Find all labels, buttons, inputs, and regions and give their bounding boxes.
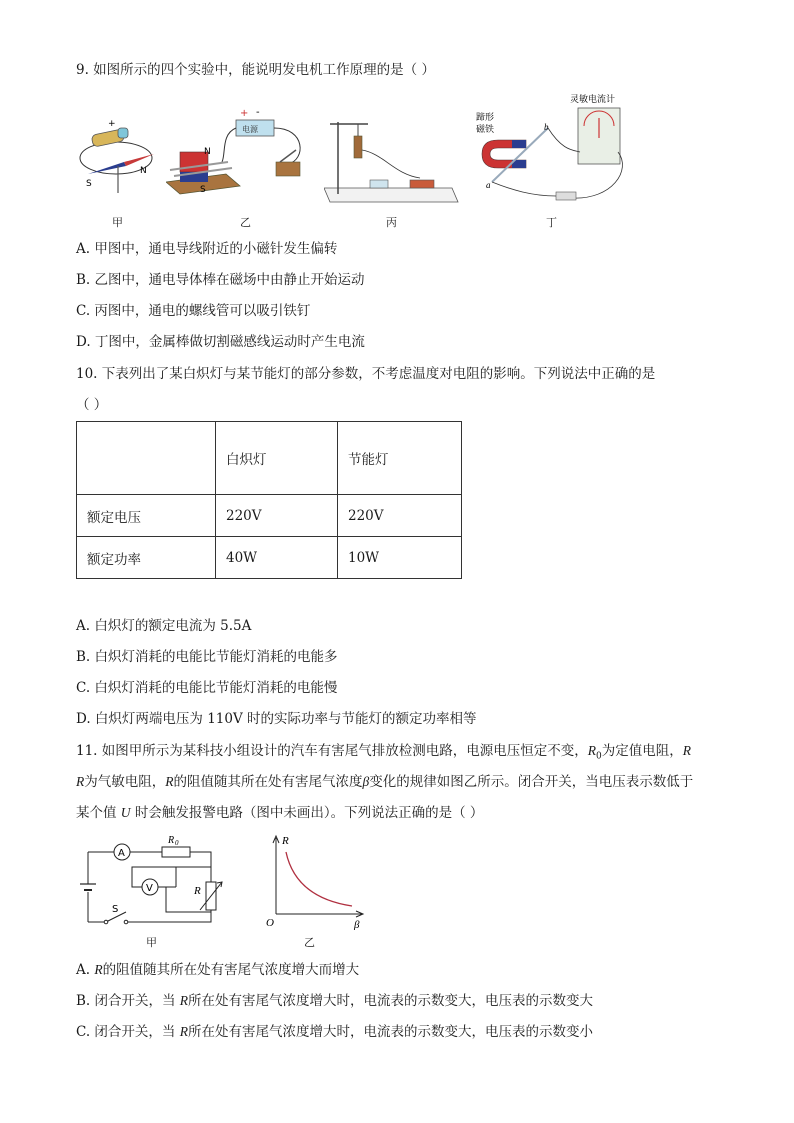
table-header-cell: 白炽灯 (216, 422, 338, 495)
q9-option-b[interactable]: B. 乙图中，通电导体棒在磁场中由静止开始运动 (76, 272, 365, 288)
q11-option-b[interactable]: B. 闭合开关，当 R所在处有害尾气浓度增大时，电流表的示数变大，电压表的示数变大 (76, 993, 594, 1009)
graph-origin-label: O (266, 917, 274, 929)
table-header-cell (77, 422, 216, 495)
table-cell: 10W (338, 537, 462, 579)
caption-yi: 乙 (240, 216, 251, 229)
ding-galv-label: 灵敏电流计 (570, 95, 616, 105)
ding-magnet-label-1: 蹄形 (476, 113, 495, 123)
caption-ding: 丁 (546, 216, 557, 229)
circuit-diagram-jia (76, 832, 226, 932)
q10-option-d[interactable]: D. 白炽灯两端电压为 110V 时的实际功率与节能灯的额定功率相等 (76, 711, 477, 727)
q10-option-b[interactable]: B. 白炽灯消耗的电能比节能灯消耗的电能多 (76, 649, 338, 665)
graph-yi (262, 830, 372, 930)
q9-option-a[interactable]: A. 甲图中，通电导线附近的小磁针发生偏转 (76, 241, 338, 257)
jia-plus-label: + (108, 119, 116, 129)
q11-option-c[interactable]: C. 闭合开关，当 R所在处有害尾气浓度增大时，电流表的示数变大，电压表的示数变小 (76, 1024, 593, 1040)
caption-circuit-jia: 甲 (146, 936, 157, 949)
q11-stem-line2: R为气敏电阻，R的阻值随其所在处有害尾气浓度β变化的规律如图乙所示。闭合开关，当电压表示数低于 (76, 774, 694, 790)
caption-bing: 丙 (386, 216, 397, 229)
graph-x-label: β (354, 919, 360, 930)
figure-bing (324, 114, 462, 206)
caption-jia: 甲 (112, 216, 123, 229)
q11-option-a[interactable]: A. R的阻值随其所在处有害尾气浓度增大而增大 (76, 962, 360, 978)
figure-ding (472, 90, 644, 210)
q10-paren: （ ） (76, 397, 108, 413)
jia-s-label: S (86, 179, 92, 189)
q11-stem-line1: 11. 如图甲所示为某科技小组设计的汽车有害尾气排放检测电路，电源电压恒定不变，$R_0$为定值电阻，R (76, 743, 691, 762)
q10-stem: 10. 下表列出了某白炽灯与某节能灯的部分参数，不考虑温度对电阻的影响。下列说法中正确的是 (76, 366, 656, 382)
q10-option-a[interactable]: A. 白炽灯的额定电流为 5.5A (76, 618, 252, 634)
table-cell: 额定功率 (77, 537, 216, 579)
q9-option-c[interactable]: C. 丙图中，通电的螺线管可以吸引铁钉 (76, 303, 311, 319)
graph-y-label: R (282, 835, 289, 847)
table-row (77, 537, 462, 579)
figure-yi (166, 104, 316, 200)
figure-jia (74, 118, 164, 208)
caption-graph-yi: 乙 (304, 936, 315, 949)
r0-subscript: 0 (175, 839, 179, 847)
q11-stem-line3: 某个值 U 时会触发报警电路（图中未画出）。下列说法正确的是（ ） (76, 805, 484, 821)
yi-plus-label: + (240, 108, 249, 119)
table-cell: 40W (216, 537, 338, 579)
ding-b-label: b (544, 122, 549, 132)
yi-s-label: S (200, 185, 206, 195)
table-cell: 220V (338, 495, 462, 537)
voltmeter-label: V (146, 883, 153, 894)
ammeter-label: A (118, 848, 125, 859)
table-header-cell: 节能灯 (338, 422, 462, 495)
q9-option-d[interactable]: D. 丁图中，金属棒做切割磁感线运动时产生电流 (76, 334, 365, 350)
q10-option-c[interactable]: C. 白炽灯消耗的电能比节能灯消耗的电能慢 (76, 680, 338, 696)
switch-label: S (112, 904, 119, 915)
table-cell: 额定电压 (77, 495, 216, 537)
table-cell: 220V (216, 495, 338, 537)
jia-n-label: N (140, 166, 147, 176)
q10-param-table (76, 421, 462, 579)
ding-a-label: a (486, 180, 491, 190)
ding-magnet-label-2: 磁铁 (476, 125, 495, 135)
r-label: R (194, 885, 201, 897)
q9-stem: 9. 如图所示的四个实验中，能说明发电机工作原理的是（ ） (76, 62, 435, 78)
table-header-row (77, 422, 462, 495)
yi-n-label: N (204, 147, 211, 157)
yi-minus-label: - (256, 107, 260, 118)
table-row (77, 495, 462, 537)
r0-label: R (168, 835, 175, 846)
yi-source-label: 电源 (242, 125, 258, 134)
